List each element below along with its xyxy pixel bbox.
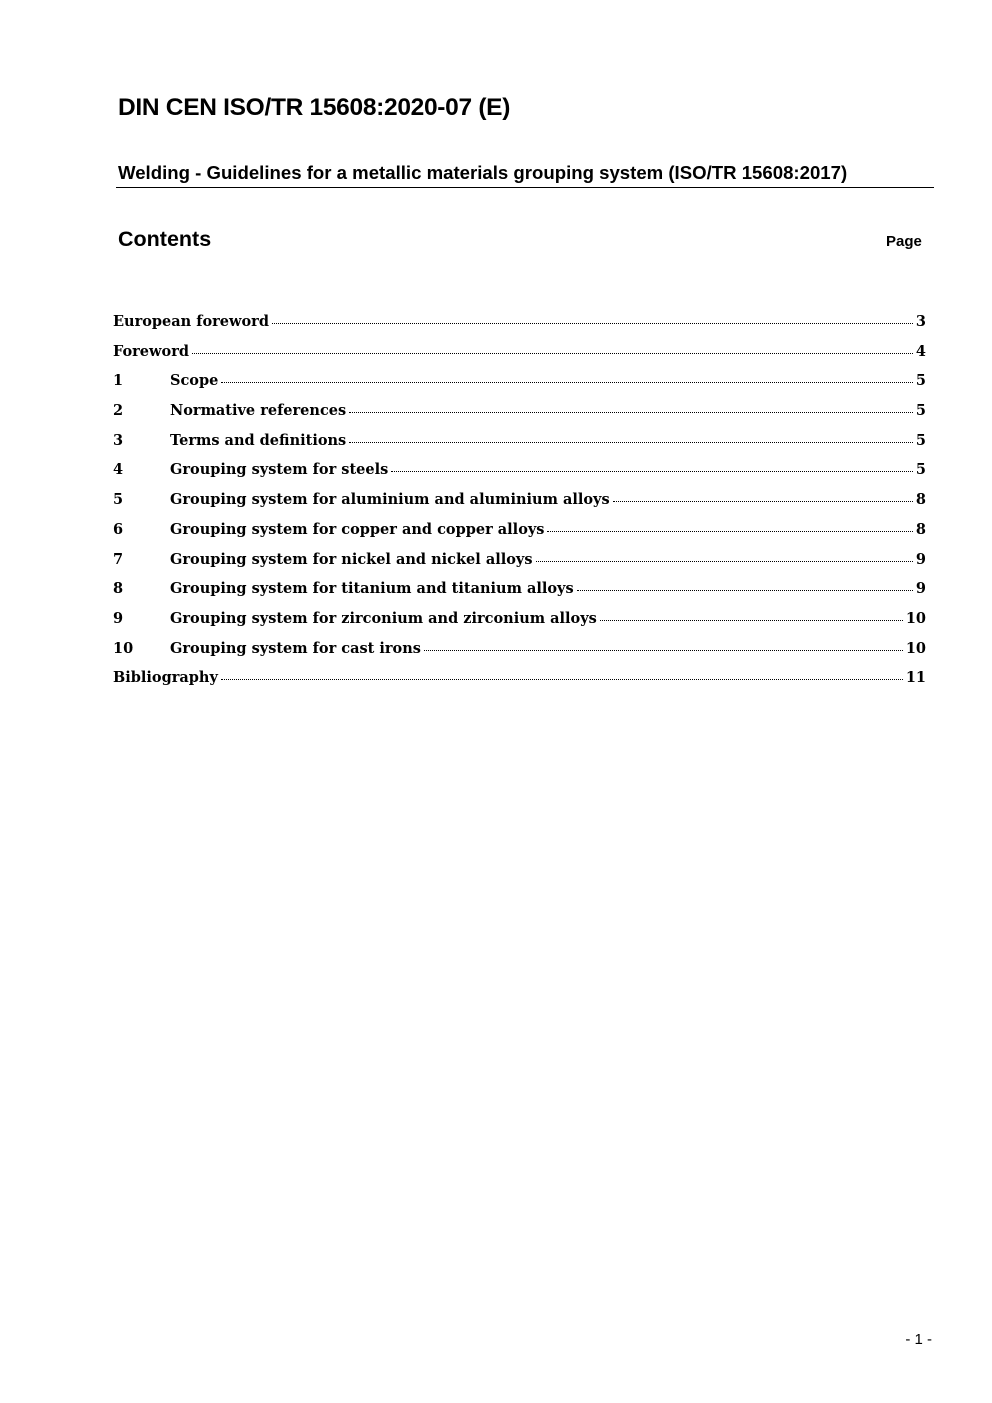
toc-entry-label: Grouping system for steels xyxy=(170,461,389,479)
toc-entry-page: 5 xyxy=(915,402,926,420)
toc-entry-number: 9 xyxy=(113,609,124,627)
toc-entry-label: Grouping system for aluminium and aluminium alloys xyxy=(170,491,610,509)
toc-entry-zirconium[interactable] xyxy=(113,610,926,640)
toc-entry-number: 1 xyxy=(113,372,124,390)
toc-entry-scope[interactable] xyxy=(113,372,926,402)
toc-entry-label: Grouping system for copper and copper alloys xyxy=(170,520,545,538)
toc-entry-label: Normative references xyxy=(170,402,347,420)
dot-leader xyxy=(221,382,913,383)
toc-entry-number: 4 xyxy=(113,461,124,479)
toc-entry-page: 9 xyxy=(915,580,926,598)
toc-entry-number: 2 xyxy=(113,402,124,420)
toc-entry-label: Grouping system for titanium and titanium alloys xyxy=(170,580,574,598)
toc-entry-number: 6 xyxy=(113,520,124,538)
dot-leader xyxy=(424,650,903,651)
dot-leader xyxy=(547,531,912,532)
subtitle-block xyxy=(116,162,934,188)
table-of-contents xyxy=(113,313,926,699)
toc-entry-terms-and-definitions[interactable] xyxy=(113,432,926,462)
page-column-label: Page xyxy=(886,233,922,250)
toc-entry-cast-irons[interactable] xyxy=(113,640,926,670)
toc-entry-nickel[interactable] xyxy=(113,551,926,581)
toc-entry-copper[interactable] xyxy=(113,521,926,551)
dot-leader xyxy=(577,590,913,591)
toc-entry-label: Terms and definitions xyxy=(170,431,347,449)
toc-entry-page: 9 xyxy=(915,550,926,568)
toc-entry-number: 5 xyxy=(113,491,124,509)
toc-entry-page: 5 xyxy=(915,431,926,449)
toc-entry-page: 8 xyxy=(915,520,926,538)
dot-leader xyxy=(613,501,913,502)
toc-entry-label: Grouping system for cast irons xyxy=(170,639,421,657)
toc-entry-number: 8 xyxy=(113,580,124,598)
toc-entry-page: 4 xyxy=(915,342,926,360)
dot-leader xyxy=(600,620,903,621)
dot-leader xyxy=(391,471,913,472)
toc-entry-label: Bibliography xyxy=(113,669,218,687)
toc-entry-number: 7 xyxy=(113,550,124,568)
toc-entry-label: Foreword xyxy=(113,342,189,360)
toc-entry-label: Grouping system for zirconium and zirconium alloys xyxy=(170,609,597,627)
toc-entry-page: 5 xyxy=(915,461,926,479)
toc-entry-label: Grouping system for nickel and nickel alloys xyxy=(170,550,533,568)
toc-entry-page: 10 xyxy=(905,639,926,657)
toc-entry-page: 3 xyxy=(915,313,926,330)
toc-entry-label: European foreword xyxy=(113,313,269,330)
toc-entry-page: 10 xyxy=(905,609,926,627)
toc-entry-aluminium[interactable] xyxy=(113,491,926,521)
document-title: DIN CEN ISO/TR 15608:2020-07 (E) xyxy=(118,94,511,121)
toc-entry-normative-references[interactable] xyxy=(113,402,926,432)
toc-entry-bibliography[interactable] xyxy=(113,669,926,699)
dot-leader xyxy=(192,353,913,354)
document-subtitle: Welding - Guidelines for a metallic materials grouping system (ISO/TR 15608:2017) xyxy=(118,162,848,183)
dot-leader xyxy=(349,412,913,413)
dot-leader xyxy=(536,561,913,562)
toc-entry-number: 10 xyxy=(113,639,134,657)
toc-entry-steels[interactable] xyxy=(113,461,926,491)
toc-entry-titanium[interactable] xyxy=(113,580,926,610)
dot-leader xyxy=(272,323,913,324)
toc-entry-european-foreword[interactable] xyxy=(113,313,926,343)
toc-entry-page: 11 xyxy=(905,669,926,687)
toc-entry-label: Scope xyxy=(170,372,219,390)
toc-entry-foreword[interactable] xyxy=(113,343,926,373)
page-number: - 1 - xyxy=(905,1331,932,1348)
toc-entry-number: 3 xyxy=(113,431,124,449)
dot-leader xyxy=(349,442,913,443)
toc-entry-page: 8 xyxy=(915,491,926,509)
dot-leader xyxy=(221,679,903,680)
toc-entry-page: 5 xyxy=(915,372,926,390)
contents-heading: Contents xyxy=(118,227,212,251)
